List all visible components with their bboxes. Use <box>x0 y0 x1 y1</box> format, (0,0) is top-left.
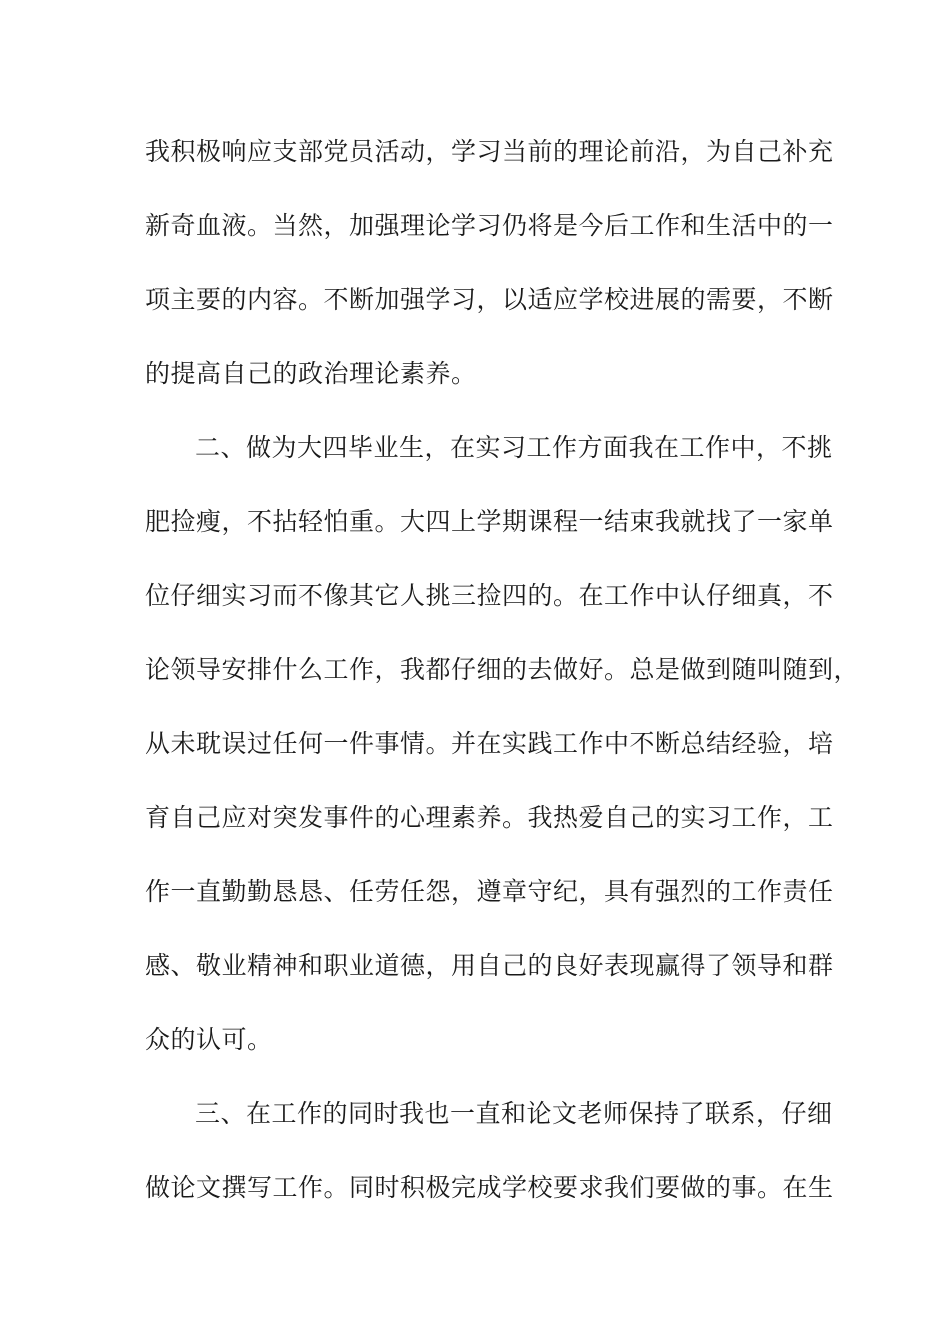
text-line: 的提高自己的政治理论素养。 <box>145 359 477 388</box>
text-line: 我积极响应支部党员活动，学习当前的理论前沿，为自己补充 <box>145 137 834 166</box>
text-line: 肥捡瘦，不拈轻怕重。大四上学期课程一结束我就找了一家单 <box>145 507 834 536</box>
text-line: 众的认可。 <box>145 1025 273 1054</box>
text-line: 项主要的内容。不断加强学习，以适应学校进展的需要，不断 <box>145 285 834 314</box>
text-line: 从未耽误过任何一件事情。并在实践工作中不断总结经验，培 <box>145 729 834 758</box>
paragraph-start-line: 三、在工作的同时我也一直和论文老师保持了联系，仔细 <box>195 1099 833 1128</box>
paragraph-start-line: 二、做为大四毕业生，在实习工作方面我在工作中，不挑 <box>195 433 833 462</box>
text-line: 新奇血液。当然，加强理论学习仍将是今后工作和生活中的一 <box>145 211 834 240</box>
text-line: 位仔细实习而不像其它人挑三捡四的。在工作中认仔细真，不 <box>145 581 834 610</box>
text-line: 感、敬业精神和职业道德，用自己的良好表现赢得了领导和群 <box>145 951 834 980</box>
text-line: 论领导安排什么工作，我都仔细的去做好。总是做到随叫随到， <box>145 655 860 684</box>
text-line: 育自己应对突发事件的心理素养。我热爱自己的实习工作，工 <box>145 803 834 832</box>
text-line: 作一直勤勤恳恳、任劳任怨，遵章守纪，具有强烈的工作责任 <box>145 877 834 906</box>
text-line: 做论文撰写工作。同时积极完成学校要求我们要做的事。在生 <box>145 1173 834 1202</box>
